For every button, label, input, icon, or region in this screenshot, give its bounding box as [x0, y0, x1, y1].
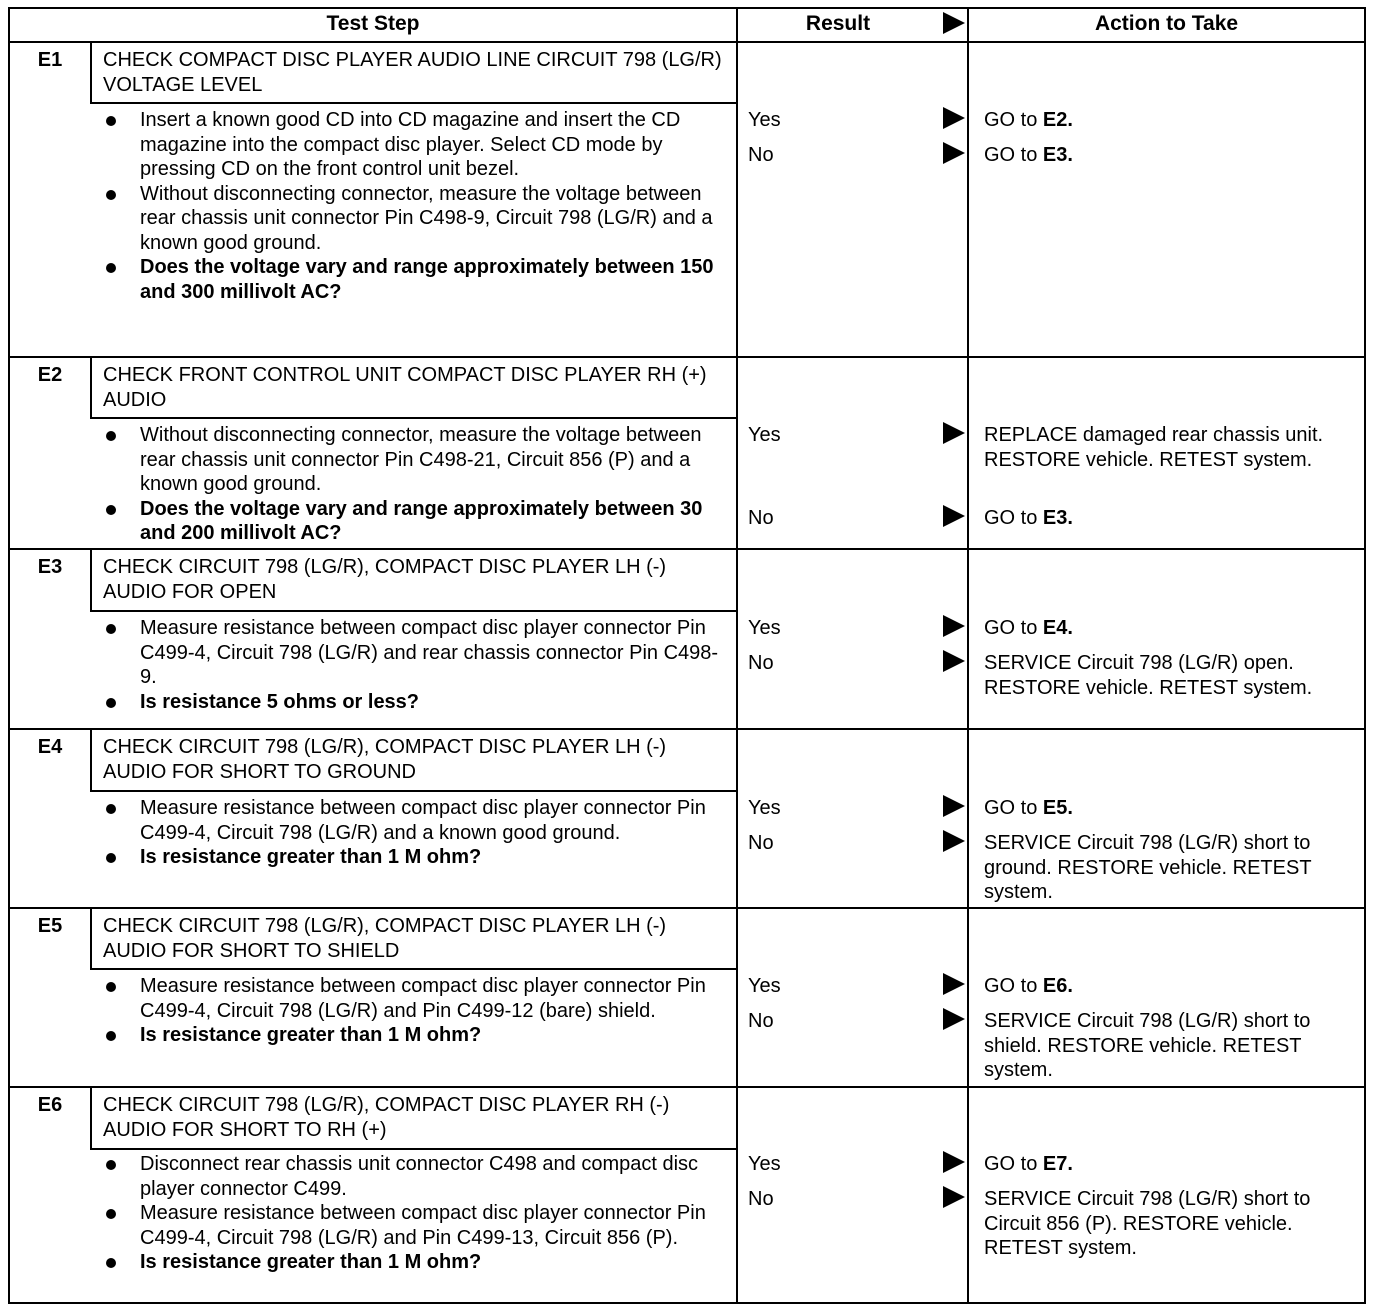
- action-prefix: SERVICE Circuit 798 (LG/R) short to Circuit 856 (P). RESTORE vehicle. RETEST system.: [984, 1188, 1311, 1259]
- row-border: [8, 907, 1366, 909]
- bullet-text: Disconnect rear chassis unit connector C498 and compact disc player connector C499.: [140, 1153, 699, 1200]
- result-yes: Yes: [748, 617, 781, 639]
- step-instruction: [100, 974, 728, 1023]
- step-id: E3: [37, 556, 63, 578]
- bullet-text: Measure resistance between compact disc player connector Pin C499-4, Circuit 798 (LG/R) and a known good ground.: [140, 797, 706, 844]
- bullet-text: Measure resistance between compact disc player connector Pin C499-4, Circuit 798 (LG/R) and rear chassis connector Pin C498-9.: [140, 617, 719, 688]
- action-text: [984, 506, 1364, 531]
- result-no: No: [748, 507, 774, 529]
- step-instruction: [100, 108, 728, 182]
- action-prefix: GO to: [984, 507, 1043, 529]
- action-text: [984, 616, 1364, 641]
- result-arrow-icon: [943, 1151, 965, 1173]
- step-instruction: [100, 616, 728, 690]
- result-arrow-icon: [943, 107, 965, 129]
- action-text: [984, 651, 1364, 700]
- bullet-text: Is resistance greater than 1 M ohm?: [140, 1251, 482, 1273]
- action-prefix: SERVICE Circuit 798 (LG/R) short to ground. RESTORE vehicle. RETEST system.: [984, 832, 1312, 903]
- result-no: No: [748, 144, 774, 166]
- bullet-icon: [106, 853, 116, 863]
- step-question: [100, 1250, 728, 1275]
- bullet-text: Is resistance greater than 1 M ohm?: [140, 1024, 482, 1046]
- bullet-text: Is resistance 5 ohms or less?: [140, 690, 420, 713]
- header-test-step: Test Step: [326, 12, 420, 35]
- action-text: [984, 1152, 1364, 1177]
- action-text: [984, 796, 1364, 821]
- result-arrow-icon: [943, 1186, 965, 1208]
- result-column-divider: [736, 7, 738, 1304]
- action-column-divider: [967, 7, 969, 1304]
- step-id: E2: [37, 364, 63, 386]
- action-text: [984, 831, 1364, 905]
- bullet-icon: [106, 431, 116, 441]
- header-arrow-icon: [943, 12, 965, 34]
- action-text: [984, 423, 1364, 472]
- step-id: E4: [37, 736, 63, 758]
- bullet-text: Insert a known good CD into CD magazine and insert the CD magazine into the compact disc player. Select CD mode by pressing CD on the front control unit bezel.: [140, 109, 681, 180]
- result-arrow-icon: [943, 795, 965, 817]
- result-arrow-icon: [943, 142, 965, 164]
- action-prefix: GO to: [984, 144, 1043, 166]
- action-step-ref: E3.: [1042, 507, 1073, 529]
- title-divider: [90, 610, 736, 612]
- step-id-divider: [90, 41, 92, 104]
- bullet-icon: [106, 505, 116, 515]
- title-divider: [90, 1148, 736, 1150]
- bullet-icon: [106, 190, 116, 200]
- title-divider: [90, 968, 736, 970]
- action-prefix: GO to: [984, 109, 1043, 131]
- header-result: Result: [805, 12, 871, 35]
- step-question: [100, 1023, 728, 1048]
- bullet-text: Measure resistance between compact disc player connector Pin C499-4, Circuit 798 (LG/R) and Pin C499-13, Circuit 856 (P).: [140, 1202, 706, 1249]
- step-id: E1: [37, 49, 63, 71]
- action-text: [984, 143, 1364, 168]
- step-question: [100, 845, 728, 870]
- row-border: [8, 548, 1366, 550]
- row-border: [8, 356, 1366, 358]
- bullet-icon: [106, 1209, 116, 1219]
- bullet-icon: [106, 1160, 116, 1170]
- result-yes: Yes: [748, 109, 781, 131]
- result-arrow-icon: [943, 973, 965, 995]
- result-arrow-icon: [943, 615, 965, 637]
- bullet-icon: [106, 624, 116, 634]
- header-action: Action to Take: [1094, 12, 1239, 35]
- action-text: [984, 1187, 1364, 1261]
- result-no: No: [748, 1188, 774, 1210]
- action-prefix: GO to: [984, 1153, 1043, 1175]
- result-yes: Yes: [748, 424, 781, 446]
- result-arrow-icon: [943, 830, 965, 852]
- bullet-text: Measure resistance between compact disc player connector Pin C499-4, Circuit 798 (LG/R) and Pin C499-12 (bare) shield.: [140, 975, 706, 1022]
- result-no: No: [748, 652, 774, 674]
- result-arrow-icon: [943, 505, 965, 527]
- bullet-icon: [106, 982, 116, 992]
- step-question: [100, 690, 728, 715]
- step-id-divider: [90, 728, 92, 792]
- step-question: [100, 255, 728, 304]
- step-bullets: [100, 974, 728, 1048]
- row-border: [8, 1086, 1366, 1088]
- action-prefix: REPLACE damaged rear chassis unit. RESTORE vehicle. RETEST system.: [984, 424, 1324, 471]
- result-yes: Yes: [748, 1153, 781, 1175]
- action-text: [984, 974, 1364, 999]
- bullet-text: Does the voltage vary and range approximately between 150 and 300 millivolt AC?: [140, 256, 714, 303]
- row-border: [8, 41, 1366, 43]
- action-text: [984, 1009, 1364, 1083]
- step-title: CHECK CIRCUIT 798 (LG/R), COMPACT DISC PLAYER RH (-) AUDIO FOR SHORT TO RH (+): [103, 1094, 670, 1141]
- action-step-ref: E5.: [1042, 797, 1073, 819]
- step-instruction: [100, 182, 728, 256]
- step-question: [100, 497, 728, 546]
- title-divider: [90, 790, 736, 792]
- bullet-icon: [106, 804, 116, 814]
- action-step-ref: E4.: [1042, 617, 1073, 639]
- result-arrow-icon: [943, 1008, 965, 1030]
- bullet-icon: [106, 1258, 116, 1268]
- bullet-text: Is resistance greater than 1 M ohm?: [140, 846, 482, 868]
- bullet-icon: [106, 1031, 116, 1041]
- step-title: CHECK CIRCUIT 798 (LG/R), COMPACT DISC PLAYER LH (-) AUDIO FOR SHORT TO GROUND: [103, 736, 667, 783]
- step-id: E6: [37, 1094, 63, 1116]
- step-title: CHECK CIRCUIT 798 (LG/R), COMPACT DISC PLAYER LH (-) AUDIO FOR OPEN: [103, 556, 667, 603]
- step-id: E5: [37, 915, 63, 937]
- step-bullets: [100, 1152, 728, 1275]
- table-right-border: [1364, 7, 1366, 1304]
- action-step-ref: E2.: [1042, 109, 1073, 131]
- step-id-divider: [90, 548, 92, 612]
- bullet-icon: [106, 263, 116, 273]
- bullet-text: Without disconnecting connector, measure the voltage between rear chassis unit connector Pin C498-21, Circuit 856 (P) and a known good ground.: [140, 424, 702, 495]
- step-instruction: [100, 423, 728, 497]
- result-yes: Yes: [748, 975, 781, 997]
- action-prefix: GO to: [984, 975, 1043, 997]
- bullet-icon: [106, 698, 116, 708]
- step-title: CHECK CIRCUIT 798 (LG/R), COMPACT DISC PLAYER LH (-) AUDIO FOR SHORT TO SHIELD: [103, 915, 667, 962]
- step-bullets: [100, 796, 728, 870]
- step-instruction: [100, 796, 728, 845]
- result-no: No: [748, 1010, 774, 1032]
- action-prefix: SERVICE Circuit 798 (LG/R) open. RESTORE vehicle. RETEST system.: [984, 652, 1313, 699]
- action-text: [984, 108, 1364, 133]
- step-title: CHECK COMPACT DISC PLAYER AUDIO LINE CIRCUIT 798 (LG/R) VOLTAGE LEVEL: [103, 49, 722, 96]
- bullet-text: Without disconnecting connector, measure the voltage between rear chassis unit connector Pin C498-9, Circuit 798 (LG/R) and a known good ground.: [140, 182, 713, 254]
- action-step-ref: E3.: [1042, 144, 1073, 166]
- action-prefix: GO to: [984, 797, 1043, 819]
- action-prefix: GO to: [984, 617, 1043, 639]
- step-title: CHECK FRONT CONTROL UNIT COMPACT DISC PLAYER RH (+) AUDIO: [103, 364, 707, 411]
- bullet-text: Does the voltage vary and range approximately between 30 and 200 millivolt AC?: [140, 497, 703, 544]
- step-bullets: [100, 108, 728, 304]
- step-id-divider: [90, 907, 92, 970]
- action-prefix: SERVICE Circuit 798 (LG/R) short to shield. RESTORE vehicle. RETEST system.: [984, 1010, 1311, 1081]
- result-yes: Yes: [748, 797, 781, 819]
- step-bullets: [100, 616, 728, 714]
- step-bullets: [100, 423, 728, 546]
- result-arrow-icon: [943, 650, 965, 672]
- result-no: No: [748, 832, 774, 854]
- step-instruction: [100, 1152, 728, 1201]
- step-id-divider: [90, 1086, 92, 1150]
- action-step-ref: E6.: [1042, 975, 1073, 997]
- title-divider: [90, 102, 736, 104]
- table-bottom-border: [8, 1302, 1366, 1304]
- title-divider: [90, 417, 736, 419]
- step-instruction: [100, 1201, 728, 1250]
- bullet-icon: [106, 116, 116, 126]
- row-border: [8, 728, 1366, 730]
- action-step-ref: E7.: [1042, 1153, 1073, 1175]
- step-id-divider: [90, 356, 92, 419]
- result-arrow-icon: [943, 422, 965, 444]
